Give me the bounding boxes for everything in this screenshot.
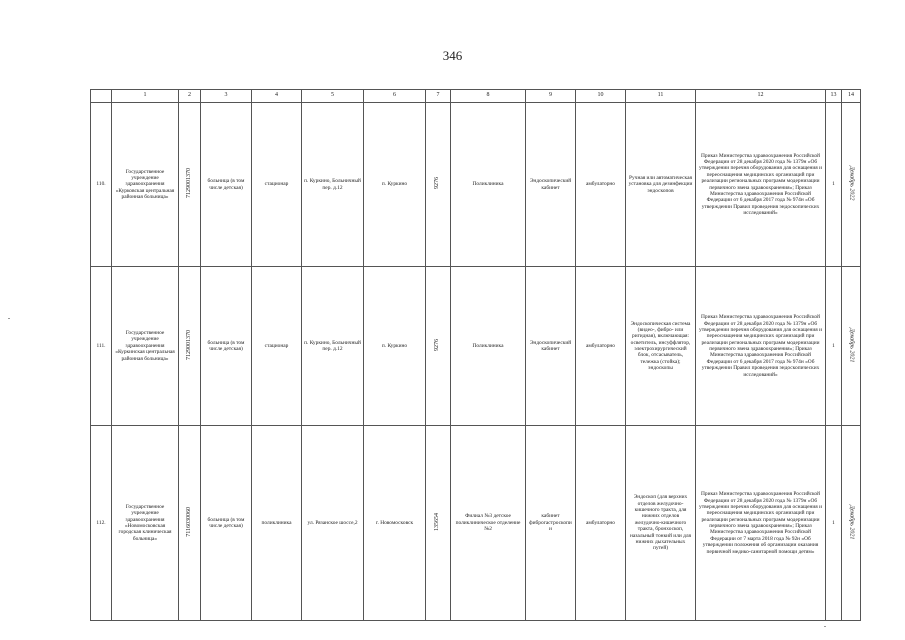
oktmo-cell: 135654 [426, 426, 451, 621]
code-cell: 7129001370 [179, 267, 201, 426]
date-cell: Декабрь 2022 [842, 103, 861, 267]
scan-speck [824, 626, 826, 627]
header-row [91, 90, 861, 103]
oktmo-cell: 9276 [426, 103, 451, 267]
org-type-cell: больница (в том числе детская) [201, 426, 252, 621]
cabinet-cell: Эндоскопический кабинет [526, 103, 576, 267]
unit-cell: Поликлиника [451, 103, 526, 267]
header-cell: 5 [302, 90, 364, 103]
locality-cell: п. Куркино [364, 103, 426, 267]
locality-cell: п. Куркино [364, 267, 426, 426]
equipment-cell: Эндоскопическая система (видео-, фибро- или ригидная), включающая: осветитель, инсуффлятор, электрохирургический блок, отсасыватель, тележка (стойка); эндоскопы [626, 267, 696, 426]
equipment-cell: Эндоскоп (для верхних отделов желудочно-кишечного тракта, для нижних отделов желудочно-кишечного тракта, бронхоскоп, назальный тонкий или для нижних дыхательных путей) [626, 426, 696, 621]
row-number: 112. [91, 426, 112, 621]
code-cell: 7129001370 [179, 103, 201, 267]
date-cell: Декабрь 2021 [842, 267, 861, 426]
table-row [91, 426, 861, 621]
header-cell: 14 [842, 90, 861, 103]
header-cell: 7 [426, 90, 451, 103]
condition-cell: амбулаторно [576, 426, 626, 621]
date-cell: Декабрь 2021 [842, 426, 861, 621]
condition-cell: амбулаторно [576, 267, 626, 426]
standard-cell: Приказ Министерства здравоохранения Российской Федерации от 28 декабря 2020 года № 1379н «Об утверждении перечня оборудования для оснащения и переоснащения медицинских организаций при реализации региональных программ модернизации первичного звена здравоохранения»; Приказ Министерства здравоохранения Российской Федерации от 7 марта 2018 года № 92н «Об утверждении положения об организации оказания первичной медико-санитарной помощи детям» [696, 426, 826, 621]
locality-cell: г. Новомосковск [364, 426, 426, 621]
page-number: 346 [442, 48, 463, 63]
address-cell: п. Куркино, Больничный пер. д.12 [302, 267, 364, 426]
division-cell: стационар [252, 267, 302, 426]
cabinet-cell: кабинет фиброгастроскопии [526, 426, 576, 621]
oktmo-cell: 9276 [426, 267, 451, 426]
quantity-cell: 1 [826, 103, 842, 267]
header-cell: 12 [696, 90, 826, 103]
standard-cell: Приказ Министерства здравоохранения Российской Федерации от 28 декабря 2020 года № 1379н «Об утверждении перечня оборудования для оснащения и переоснащения медицинских организаций при реализации региональных программ модернизации первичного звена здравоохранения»; Приказ Министерства здравоохранения Российской Федерации от 6 декабря 2017 года № 974н «Об утверждении Правил проведения эндоскопических исследований» [696, 103, 826, 267]
header-cell: 11 [626, 90, 696, 103]
scan-speck [8, 318, 10, 319]
code-cell: 7116030060 [179, 426, 201, 621]
header-cell: 13 [826, 90, 842, 103]
header-cell: 4 [252, 90, 302, 103]
quantity-cell: 1 [826, 267, 842, 426]
header-cell-blank [91, 90, 112, 103]
header-cell: 8 [451, 90, 526, 103]
equipment-table [90, 89, 861, 621]
org-type-cell: больница (в том числе детская) [201, 267, 252, 426]
header-cell: 1 [112, 90, 179, 103]
unit-cell: Поликлиника [451, 267, 526, 426]
organization-cell: Государственное учреждение здравоохранения «Курковская центральная районная больница» [112, 103, 179, 267]
condition-cell: амбулаторно [576, 103, 626, 267]
header-cell: 6 [364, 90, 426, 103]
header-cell: 10 [576, 90, 626, 103]
table-row [91, 267, 861, 426]
row-number: 110. [91, 103, 112, 267]
table-row [91, 103, 861, 267]
organization-cell: Государственное учреждение здравоохранения «Новомосковская городская клиническая больница» [112, 426, 179, 621]
equipment-cell: Ручная или автоматическая установка для дезинфекции эндоскопов [626, 103, 696, 267]
division-cell: стационар [252, 103, 302, 267]
org-type-cell: больница (в том числе детская) [201, 103, 252, 267]
address-cell: ул. Рязанское шоссе,2 [302, 426, 364, 621]
header-cell: 2 [179, 90, 201, 103]
address-cell: п. Куркино, Больничный пер. д.12 [302, 103, 364, 267]
cabinet-cell: Эндоскопический кабинет [526, 267, 576, 426]
division-cell: поликлиника [252, 426, 302, 621]
quantity-cell: 1 [826, 426, 842, 621]
header-cell: 3 [201, 90, 252, 103]
unit-cell: Филиал №3 детское поликлиническое отделение №2 [451, 426, 526, 621]
header-cell: 9 [526, 90, 576, 103]
row-number: 111. [91, 267, 112, 426]
standard-cell: Приказ Министерства здравоохранения Российской Федерации от 28 декабря 2020 года № 1379н «Об утверждении перечня оборудования для оснащения и переоснащения медицинских организаций при реализации региональных программ модернизации первичного звена здравоохранения»; Приказ Министерства здравоохранения Российской Федерации от 6 декабря 2017 года № 974н «Об утверждении Правил проведения эндоскопических исследований» [696, 267, 826, 426]
organization-cell: Государственное учреждение здравоохранения «Куркинская центральная районная больница» [112, 267, 179, 426]
